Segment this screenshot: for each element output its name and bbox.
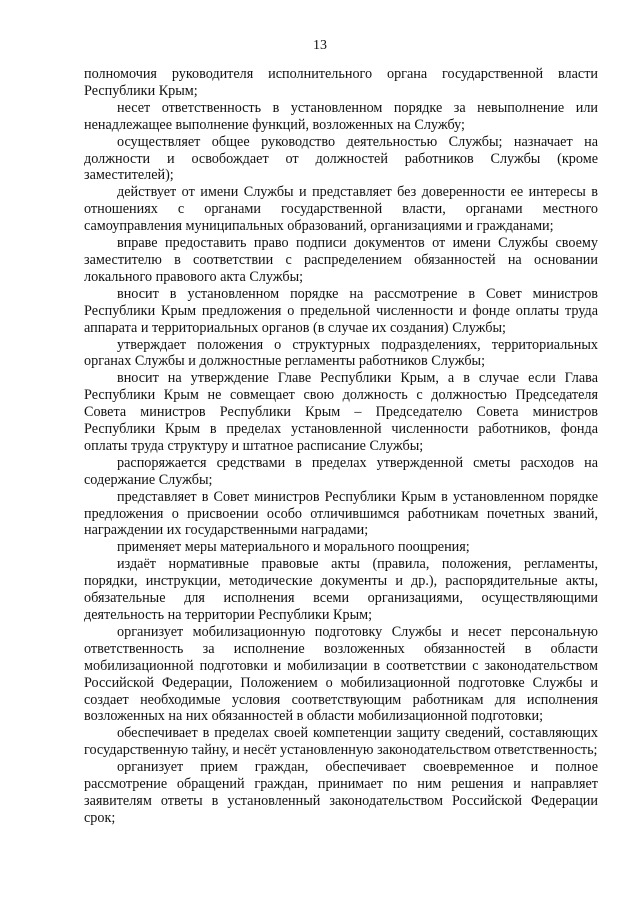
paragraph-continuation: полномочия руководителя исполнительного органа государственной власти Республики Крым; [84, 66, 598, 99]
paragraph-general-management: осуществляет общее руководство деятельностью Службы; назначает на должности и освобождает от должностей работников Службы (кроме заместителей); [84, 133, 598, 184]
paragraph-budget: распоряжается средствами в пределах утвержденной сметы расходов на содержание Службы; [84, 454, 598, 488]
paragraph-structure-approval: вносит на утверждение Главе Республики Крым, а в случае если Глава Республики Крым не совмещает свою должность с должностью Председателя Совета министров Республики Крым – Председателю Совета министров Республики Крым в пределах установленной численности работников, фонда оплаты труда структуру и штатное расписание Службы; [84, 370, 598, 454]
paragraph-awards: представляет в Совет министров Республики Крым в установленном порядке предложения о присвоении особо отличившимся работникам почетных званий, награждении их государственными наградами; [84, 488, 598, 539]
page-number: 13 [313, 38, 327, 53]
paragraph-legal-acts: издаёт нормативные правовые акты (правила, положения, регламенты, порядки, инструкции, методические документы и др.), распорядительные акты, обязательные для исполнения всеми организациями, осуществляющими деятельность на территории Республики Крым; [84, 556, 598, 623]
paragraph-mobilization: организует мобилизационную подготовку Службы и несет персональную ответственность за исполнение возложенных обязанностей в области мобилизационной подготовки и мобилизации в соответствии с законодательством Российской Федерации, Положением о мобилизационной подготовке Службы и создает необходимые условия соответствующим работникам для исполнения возложенных на них обязанностей в области мобилизационной подготовки; [84, 623, 598, 725]
paragraph-signature-right: вправе предоставить право подписи документов от имени Службы своему заместителю в соответствии с распределением обязанностей на основании локального правового акта Службы; [84, 235, 598, 285]
paragraph-responsibility: несет ответственность в установленном порядке за невыполнение или ненадлежащее выполнение функций, возложенных на Службу; [84, 99, 598, 133]
paragraph-staffing-proposals: вносит в установленном порядке на рассмотрение в Совет министров Республики Крым предложения о предельной численности и фонде оплаты труда аппарата и территориальных органов (в случае их создания) Службы; [84, 285, 598, 336]
paragraph-representation: действует от имени Службы и представляет без доверенности ее интересы в отношениях с органами государственной власти, органами местного самоуправления муниципальных образований, организациями и гражданами; [84, 184, 598, 235]
paragraph-incentives: применяет меры материального и морального поощрения; [117, 539, 470, 556]
paragraph-regulations: утверждает положения о структурных подразделениях, территориальных органах Службы и должностные регламенты работников Службы; [84, 336, 598, 370]
paragraph-state-secrets: обеспечивает в пределах своей компетенции защиту сведений, составляющих государственную тайну, и несёт установленную законодательством ответственность; [84, 725, 598, 759]
paragraph-citizen-appeals: организует прием граждан, обеспечивает своевременное и полное рассмотрение обращений граждан, принимает по ним решения и направляет заявителям ответы в установленный законодательством Российской Федерации срок; [84, 759, 598, 826]
document-body [84, 66, 598, 827]
